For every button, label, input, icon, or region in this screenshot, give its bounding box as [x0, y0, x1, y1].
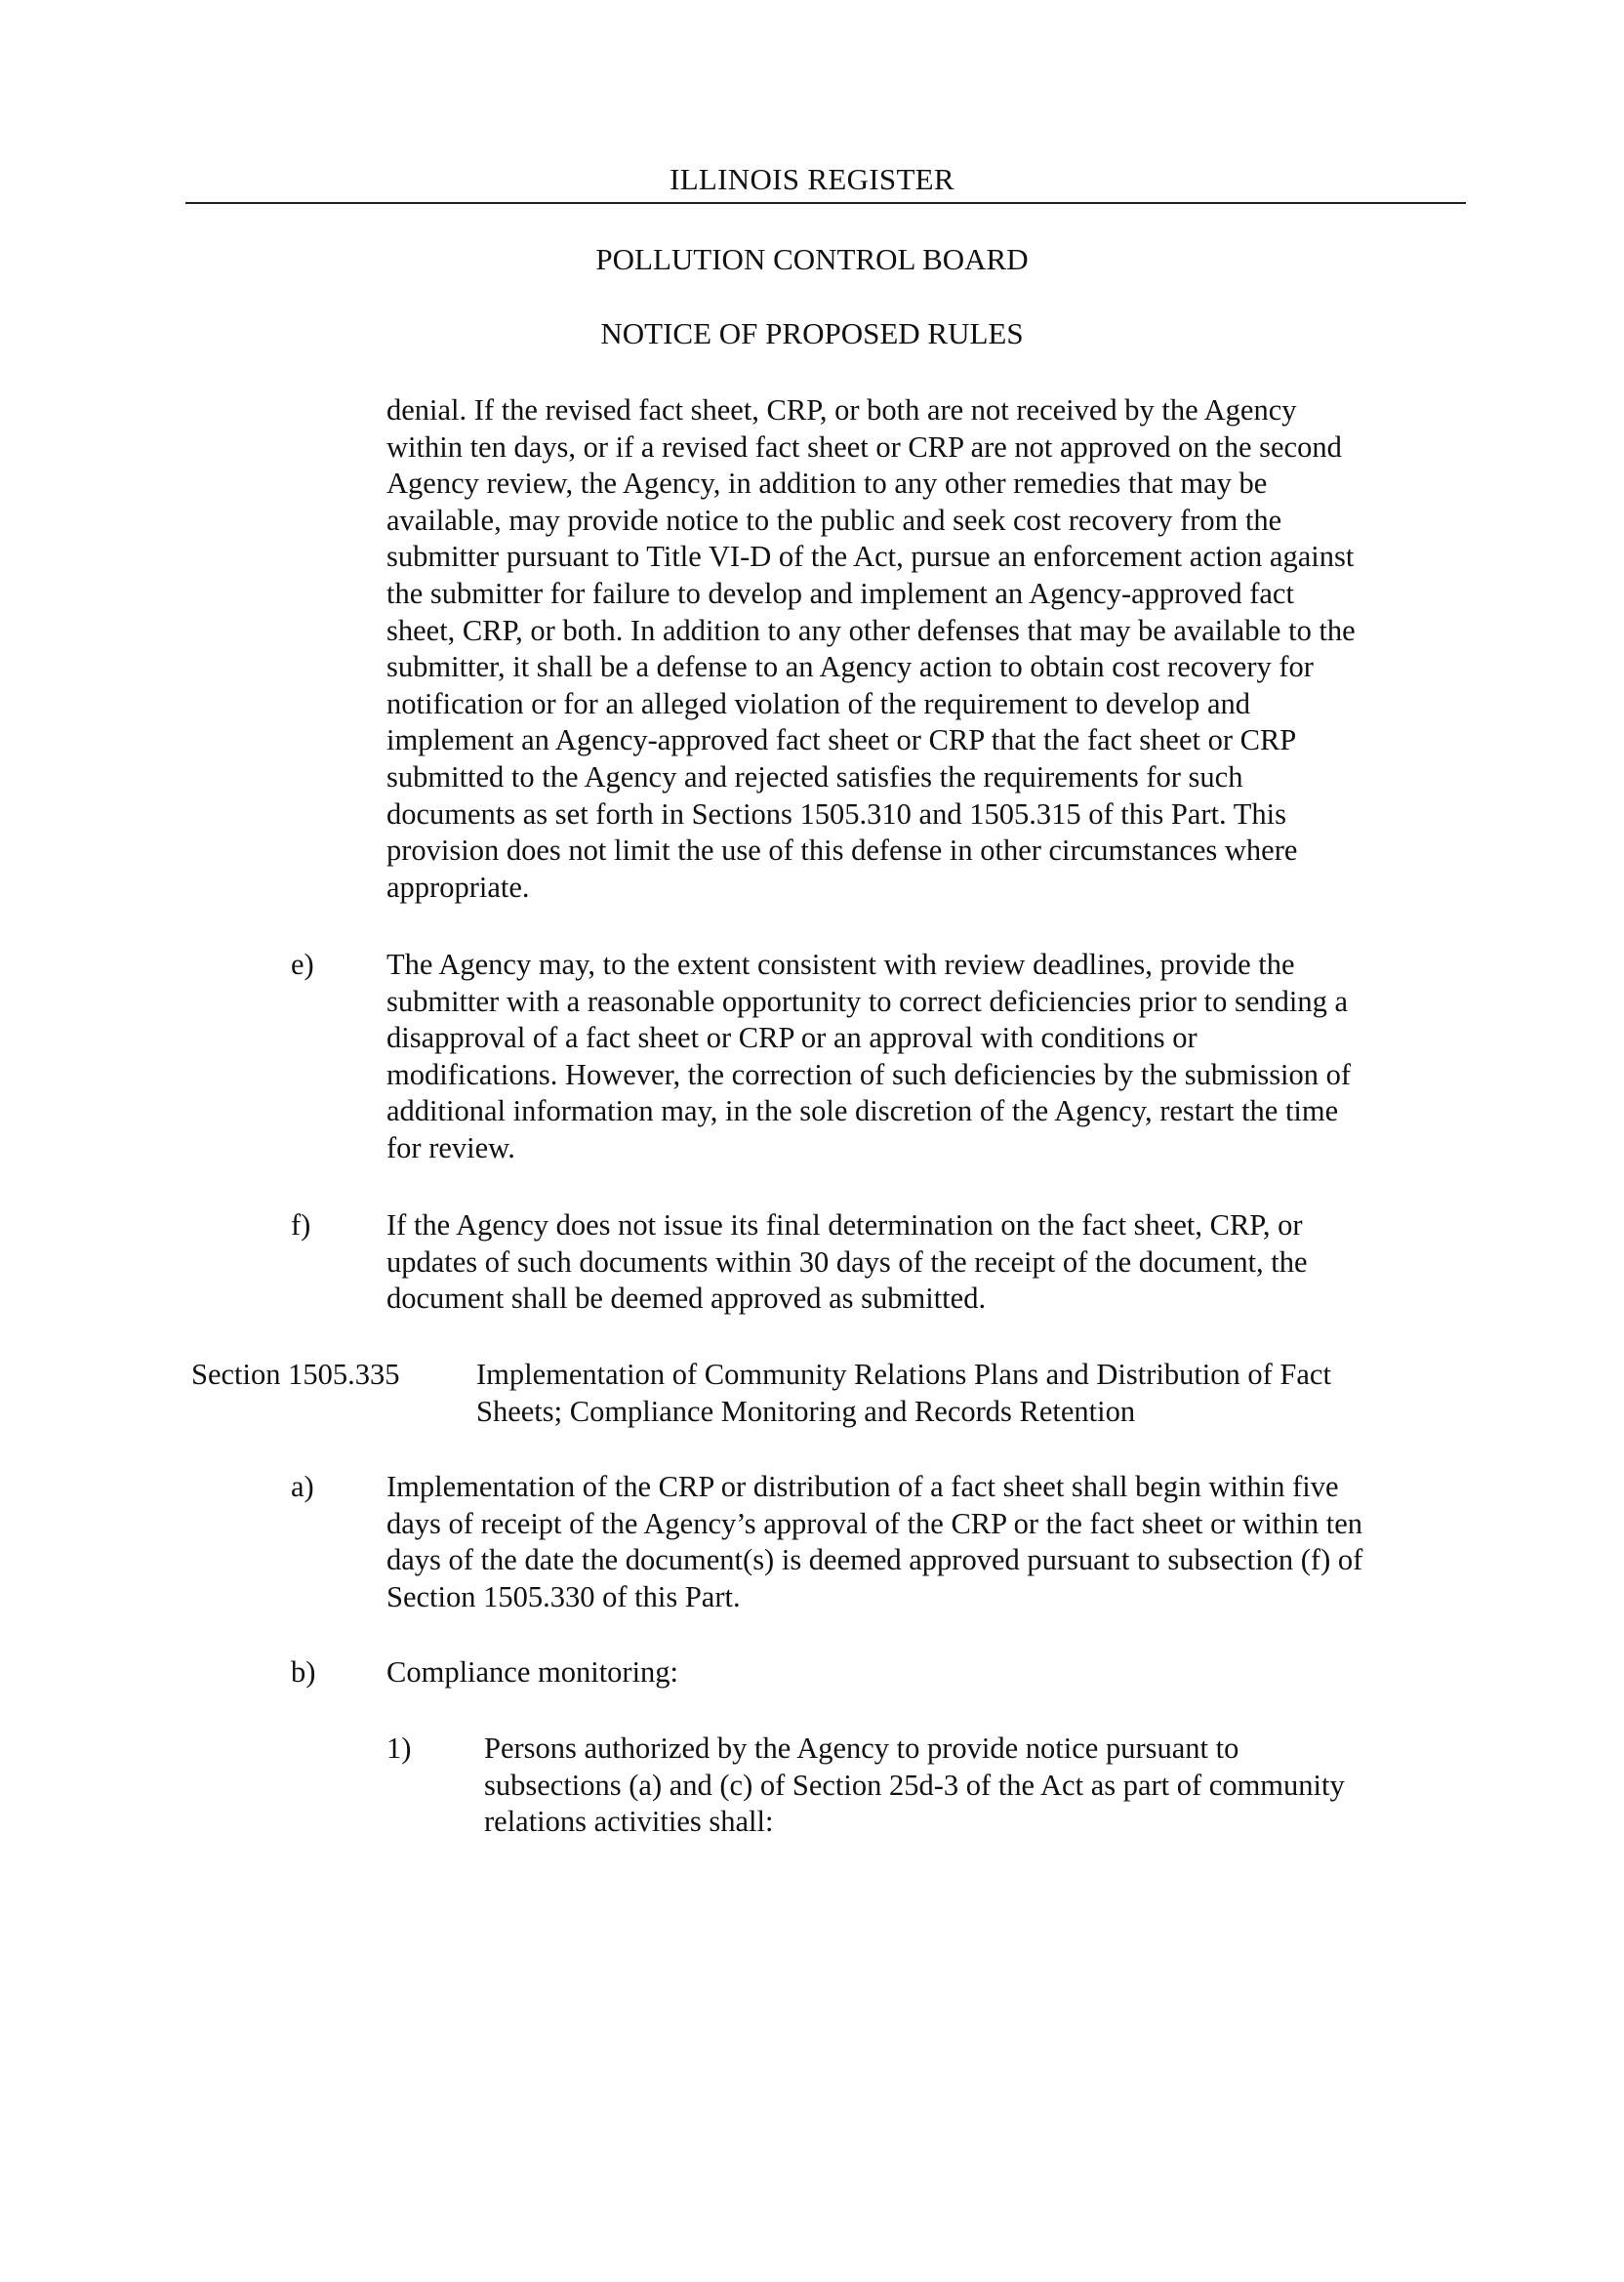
paragraph-line: documents as set forth in Sections 1505.310 and 1505.315 of this Part. This: [386, 796, 1286, 831]
section-number: Section 1505.335: [191, 1358, 400, 1391]
paragraph-line: submitted to the Agency and rejected satisfies the requirements for such: [386, 759, 1243, 794]
subsection-f-label: f): [291, 1208, 311, 1242]
paragraph-line: denial. If the revised fact sheet, CRP, or both are not received by the Agency: [386, 393, 1297, 427]
paragraph-line: The Agency may, to the extent consistent with review deadlines, provide the: [386, 948, 1295, 981]
paragraph-line: Agency review, the Agency, in addition to any other remedies that may be: [386, 467, 1268, 501]
paragraph-line: appropriate.: [386, 870, 530, 904]
paragraph-line: subsections (a) and (c) of Section 25d-3 of the Act as part of community: [484, 1768, 1345, 1802]
notice-title: NOTICE OF PROPOSED RULES: [600, 316, 1024, 350]
paragraph-line: provision does not limit the use of this defense in other circumstances where: [386, 834, 1298, 868]
paragraph-line: Implementation of the CRP or distribution of a fact sheet shall begin within five: [386, 1470, 1339, 1503]
agency-title: POLLUTION CONTROL BOARD: [595, 242, 1029, 276]
paragraph-line: submitter pursuant to Title VI-D of the Act, pursue an enforcement action against: [386, 540, 1355, 574]
header-rule: [185, 202, 1466, 204]
paragraph-line: available, may provide notice to the public and seek cost recovery from the: [386, 503, 1282, 537]
paragraph-line: relations activities shall:: [484, 1805, 774, 1839]
subsection-b-text: [386, 1654, 678, 1691]
paragraph-line: Compliance monitoring:: [386, 1655, 679, 1689]
paragraph-line: for review.: [386, 1130, 515, 1164]
register-title: ILLINOIS REGISTER: [670, 162, 954, 196]
subsection-a-text: [386, 1469, 1362, 1615]
paragraph-line: additional information may, in the sole discretion of the Agency, restart the time: [386, 1094, 1339, 1128]
subsection-f-text: [386, 1207, 1308, 1318]
paragraph-line: document shall be deemed approved as submitted.: [386, 1282, 987, 1316]
paragraph-line: sheet, CRP, or both. In addition to any other defenses that may be available to the: [386, 613, 1356, 647]
paragraph-line: the submitter for failure to develop and implement an Agency-approved fact: [386, 576, 1294, 610]
item-1-label: 1): [386, 1732, 412, 1765]
paragraph-line: If the Agency does not issue its final determination on the fact sheet, CRP, or: [386, 1208, 1303, 1242]
subsection-e-label: e): [291, 948, 314, 981]
paragraph-line: submitter with a reasonable opportunity to correct deficiencies prior to sending a: [386, 984, 1349, 1018]
paragraph-line: Persons authorized by the Agency to provide notice pursuant to: [484, 1732, 1239, 1765]
paragraph-line: updates of such documents within 30 days of the receipt of the document, the: [386, 1244, 1308, 1279]
paragraph-line: notification or for an alleged violation of the requirement to develop and: [386, 686, 1251, 720]
paragraph-line: disapproval of a fact sheet or CRP or an approval with conditions or: [386, 1021, 1198, 1055]
subsection-e-text: [386, 947, 1351, 1167]
section-title: [476, 1357, 1331, 1430]
paragraph-line: implement an Agency-approved fact sheet or CRP that the fact sheet or CRP: [386, 723, 1297, 757]
subsection-b-label: b): [291, 1655, 316, 1689]
paragraph-line: days of the date the document(s) is deemed approved pursuant to subsection (f) of: [386, 1543, 1363, 1577]
section-title-line: Implementation of Community Relations Plans and Distribution of Fact: [476, 1358, 1331, 1391]
section-title-line: Sheets; Compliance Monitoring and Records Retention: [476, 1394, 1136, 1428]
paragraph-line: submitter, it shall be a defense to an Agency action to obtain cost recovery for: [386, 650, 1314, 684]
paragraph-line: Section 1505.330 of this Part.: [386, 1579, 741, 1613]
paragraph-line: within ten days, or if a revised fact sheet or CRP are not approved on the second: [386, 429, 1342, 464]
paragraph-line: days of receipt of the Agency’s approval of the CRP or the fact sheet or within ten: [386, 1506, 1363, 1540]
continuation-paragraph: [386, 392, 1356, 906]
paragraph-line: modifications. However, the correction of such deficiencies by the submission of: [386, 1057, 1352, 1091]
item-1-text: [484, 1731, 1345, 1841]
subsection-a-label: a): [291, 1470, 314, 1503]
